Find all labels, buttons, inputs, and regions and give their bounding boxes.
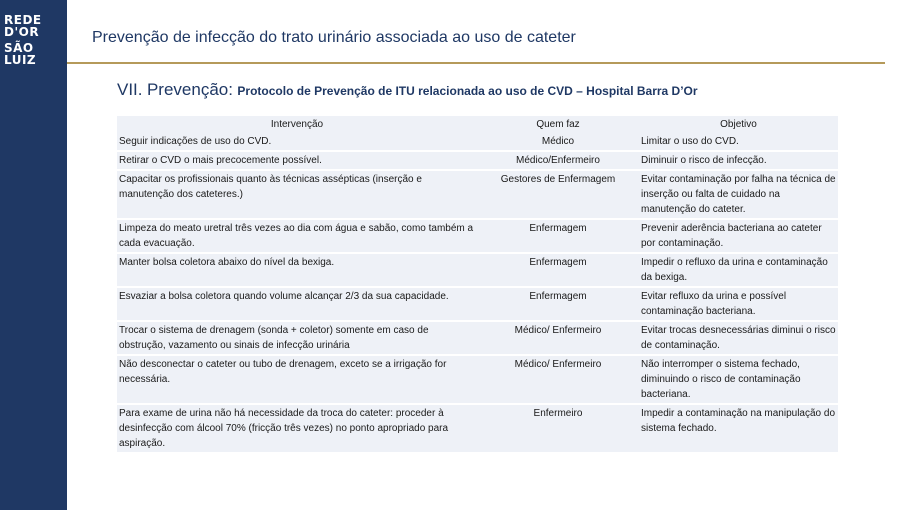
table-row: [117, 133, 838, 152]
table-row: [117, 220, 838, 254]
table-row: [117, 254, 838, 288]
cell-objetivo: Evitar contaminação por falha na técnica de inserção ou falta de cuidado na manutenção do cateter.: [641, 174, 836, 215]
rede-dor-sao-luiz-logo: [0, 14, 67, 66]
cell-objetivo: Diminuir o risco de infecção.: [641, 155, 767, 166]
cell-quem-faz: Médico/Enfermeiro: [516, 155, 600, 166]
cell-objetivo: Prevenir aderência bacteriana ao cateter por contaminação.: [641, 223, 822, 249]
cell-objetivo: Impedir a contaminação na manipulação do sistema fechado.: [641, 408, 836, 434]
slide-title: Prevenção de infecção do trato urinário associada ao uso de cateter: [92, 29, 576, 46]
cell-quem-faz: Gestores de Enfermagem: [500, 174, 616, 185]
section-heading: [117, 80, 698, 100]
section-lead: Prevenção:: [146, 80, 233, 99]
table-row: [117, 152, 838, 171]
cell-objetivo: Evitar refluxo da urina e possível contaminação bacteriana.: [641, 291, 787, 317]
cell-quem-faz: Enfermeiro: [533, 408, 583, 419]
header-intervencao: Intervenção: [270, 119, 324, 130]
cell-intervencao: Não desconectar o cateter ou tubo de drenagem, exceto se a irrigação for necessária.: [119, 359, 447, 385]
cell-quem-faz: Médico/ Enfermeiro: [514, 359, 602, 370]
prevention-protocol-table: [117, 116, 838, 454]
title-divider: [67, 62, 885, 64]
section-description: Protocolo de Prevenção de ITU relacionada ao uso de CVD – Hospital Barra D’Or: [237, 84, 698, 98]
table-row: [117, 171, 838, 220]
logo-line-2: SÃO LUIZ: [4, 41, 37, 67]
cell-intervencao: Capacitar os profissionais quanto às técnicas assépticas (inserção e manutenção dos cateteres.): [119, 174, 422, 200]
header-objetivo: Objetivo: [720, 119, 757, 130]
cell-quem-faz: Enfermagem: [529, 223, 587, 234]
cell-objetivo: Não interromper o sistema fechado, diminuindo o risco de contaminação bacteriana.: [641, 359, 801, 400]
cell-objetivo: Limitar o uso do CVD.: [641, 136, 739, 147]
cell-quem-faz: Médico: [541, 136, 575, 147]
logo-line-1: REDE D'OR: [4, 13, 42, 39]
cell-intervencao: Limpeza do meato uretral três vezes ao dia com água e sabão, como também a cada evacuação.: [119, 223, 474, 249]
table-header-row: [117, 116, 838, 133]
cell-objetivo: Impedir o refluxo da urina e contaminação da bexiga.: [641, 257, 828, 283]
cell-quem-faz: Médico/ Enfermeiro: [514, 325, 602, 336]
cell-intervencao: Para exame de urina não há necessidade da troca do cateter: proceder à desinfecção com álcool 70% (fricção três vezes) no ponto apropriado para aspiração.: [119, 408, 449, 449]
cell-intervencao: Manter bolsa coletora abaixo do nível da bexiga.: [119, 257, 335, 268]
brand-sidebar: [0, 0, 67, 510]
table-row: [117, 356, 838, 405]
cell-intervencao: Seguir indicações de uso do CVD.: [119, 136, 272, 147]
table-body: [117, 152, 838, 454]
table-row: [117, 322, 838, 356]
header-quem-faz: Quem faz: [536, 119, 580, 130]
section-number: VII.: [117, 80, 143, 99]
cell-quem-faz: Enfermagem: [529, 291, 587, 302]
cell-intervencao: Esvaziar a bolsa coletora quando volume alcançar 2/3 da sua capacidade.: [119, 291, 449, 302]
cell-intervencao: Trocar o sistema de drenagem (sonda + coletor) somente em caso de obstrução, vazamento ou sinais de infecção urinária: [119, 325, 429, 351]
cell-quem-faz: Enfermagem: [529, 257, 587, 268]
cell-objetivo: Evitar trocas desnecessárias diminui o risco de contaminação.: [641, 325, 836, 351]
cell-intervencao: Retirar o CVD o mais precocemente possível.: [119, 155, 322, 166]
table-row: [117, 405, 838, 454]
table-row: [117, 288, 838, 322]
